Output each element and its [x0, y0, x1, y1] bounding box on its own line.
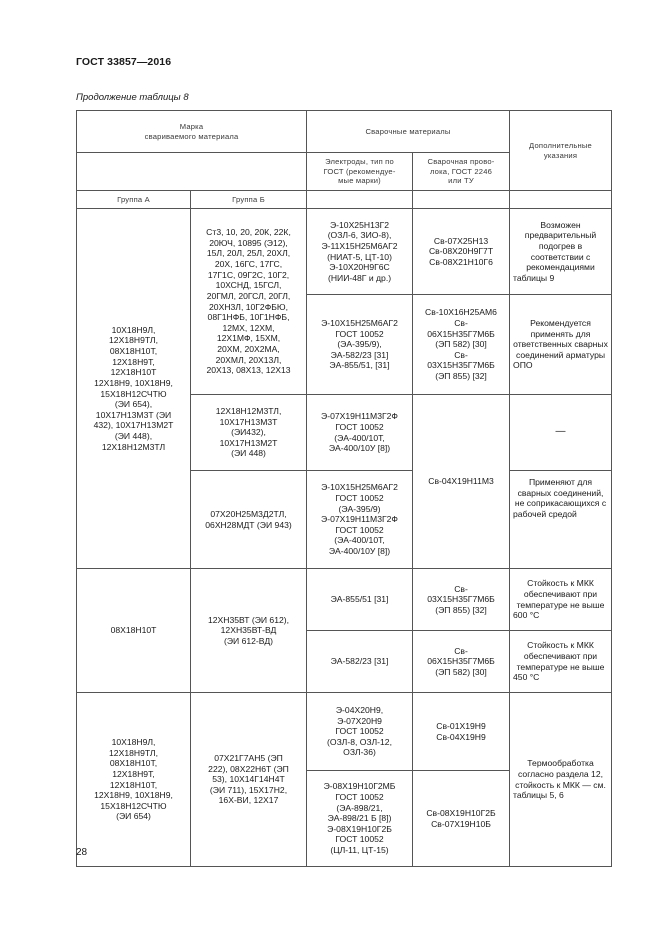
r4a-electrodes: ЭА-855/51 [31] [307, 569, 413, 631]
r2-notes: — [510, 395, 612, 471]
r5a-wire: Св-01Х19Н9 Св-04Х19Н9 [413, 693, 510, 771]
r2-group-b: 12Х18Н12М3ТЛ, 10Х17Н13М3Т (ЭИ432), 10Х17Н13М2Т (ЭИ 448) [191, 395, 307, 471]
r3-electrodes: Э-10Х15Н25М6АГ2 ГОСТ 10052 (ЭА-395/9) Э-07Х19Н11М3Г2Ф ГОСТ 10052 (ЭА-400/10Т, ЭА-400/10У [8]) [307, 471, 413, 569]
r4a-wire: Св- 03Х15Н35Г7М6Б (ЭП 855) [32] [413, 569, 510, 631]
r3-group-b: 07Х20Н25М3Д2ТЛ, 06ХН28МДТ (ЭИ 943) [191, 471, 307, 569]
header-notes-blank [510, 191, 612, 209]
header-electrodes-blank [307, 191, 413, 209]
block1-group-a: 10Х18Н9Л, 12Х18Н9ТЛ, 08Х18Н10Т, 12Х18Н9Т, 12Х18Н10Т 12Х18Н9, 10Х18Н9, 15Х18Н12СЧТЮ (ЭИ 654), 10Х17Н13М3Т (ЭИ 432), 10Х17Н13М2Т (ЭИ 448), 12Х18Н12М3ТЛ [77, 209, 191, 569]
r4b-wire: Св- 06Х15Н35Г7М6Б (ЭП 582) [30] [413, 631, 510, 693]
header-wire-blank [413, 191, 510, 209]
r1a-wire: Св-07Х25Н13 Св-08Х20Н9Г7Т Св-08Х21Н10Г6 [413, 209, 510, 295]
r5b-wire: Св-08Х19Н10Г2Б Св-07Х19Н10Б [413, 771, 510, 867]
r1b-wire: Св-10Х16Н25АМ6 Св- 06Х15Н35Г7М6Б (ЭП 582) [30] Св- 03Х15Н35Г7М6Б (ЭП 855) [32] [413, 295, 510, 395]
r5a-electrodes: Э-04Х20Н9, Э-07Х20Н9 ГОСТ 10052 (ОЗЛ-8, ОЗЛ-12, ОЗЛ-36) [307, 693, 413, 771]
block2-group-a: 08Х18Н10Т [77, 569, 191, 693]
block2-group-b: 12ХН35ВТ (ЭИ 612), 12ХН35ВТ-ВД (ЭИ 612-ВД) [191, 569, 307, 693]
r4b-notes: Стойкость к МКК обеспечивают при температуре не выше 450 °С [510, 631, 612, 693]
header-material-grade: Марка свариваемого материала [77, 111, 307, 153]
r5-notes: Термообработка согласно раздела 12, стойкость к МКК — см. таблицы 5, 6 [510, 693, 612, 867]
header-material-grade-spacer [77, 153, 307, 191]
header-group-a: Группа А [77, 191, 191, 209]
r3-notes: Применяют для сварных соединений, не соприкасающихся с рабочей средой [510, 471, 612, 569]
r1-group-b: Ст3, 10, 20, 20К, 22К, 20ЮЧ, 10895 (Э12), 15Л, 20Л, 25Л, 20ХЛ, 20Х, 16ГС, 17ГС, 17Г1С, 09Г2С, 10Г2, 10ХСНД, 15ГСЛ, 20ГМЛ, 20ГСЛ, 20ГЛ, 20ХН3Л, 10Г2ФБЮ, 08Г1НФБ, 10Г1НФБ, 12МХ, 12ХМ, 12Х1МФ, 15ХМ, 20ХМ, 20Х2МА, 20ХМЛ, 20Х13Л, 20Х13, 08Х13, 12Х13 [191, 209, 307, 395]
page-number: 28 [76, 847, 88, 858]
r1b-notes: Рекомендуется применять для ответственных сварных соединений арматуры ОПО [510, 295, 612, 395]
r5b-electrodes: Э-08Х19Н10Г2МБ ГОСТ 10052 (ЭА-898/21, ЭА-898/21 Б [8]) Э-08Х19Н10Г2Б ГОСТ 10052 (ЦЛ-11, ЦТ-15) [307, 771, 413, 867]
document-header: ГОСТ 33857—2016 [76, 56, 172, 68]
r1a-notes: Возможен предварительный подогрев в соответствии с рекомендациями таблицы 9 [510, 209, 612, 295]
r2-electrodes: Э-07Х19Н11М3Г2Ф ГОСТ 10052 (ЭА-400/10Т, ЭА-400/10У [8]) [307, 395, 413, 471]
header-wire: Сварочная прово- лока, ГОСТ 2246 или ТУ [413, 153, 510, 191]
r23-wire: Св-04Х19Н11М3 [413, 395, 510, 569]
block3-group-b: 07Х21Г7АН5 (ЭП 222), 08Х22Н6Т (ЭП 53), 10Х14Г14Н4Т (ЭИ 711), 15Х17Н2, 16Х-ВИ, 12Х17 [191, 693, 307, 867]
welding-materials-table [76, 110, 612, 867]
r1b-electrodes: Э-10Х15Н25М6АГ2 ГОСТ 10052 (ЭА-395/9), ЭА-582/23 [31] ЭА-855/51, [31] [307, 295, 413, 395]
r4a-notes: Стойкость к МКК обеспечивают при температуре не выше 600 °С [510, 569, 612, 631]
header-group-b: Группа Б [191, 191, 307, 209]
r4b-electrodes: ЭА-582/23 [31] [307, 631, 413, 693]
block3-group-a: 10Х18Н9Л, 12Х18Н9ТЛ, 08Х18Н10Т, 12Х18Н9Т, 12Х18Н10Т, 12Х18Н9, 10Х18Н9, 15Х18Н12СЧТЮ (ЭИ 654) [77, 693, 191, 867]
header-welding-materials: Сварочные материалы [307, 111, 510, 153]
header-electrodes: Электроды, тип по ГОСТ (рекомендуе- мые марки) [307, 153, 413, 191]
r1a-electrodes: Э-10Х25Н13Г2 (ОЗЛ-6, ЗИО-8), Э-11Х15Н25М6АГ2 (НИАТ-5, ЦТ-10) Э-10Х20Н9Г6С (НИИ-48Г и др.) [307, 209, 413, 295]
header-notes: Дополнительные указания [510, 111, 612, 191]
table-caption: Продолжение таблицы 8 [76, 92, 189, 103]
